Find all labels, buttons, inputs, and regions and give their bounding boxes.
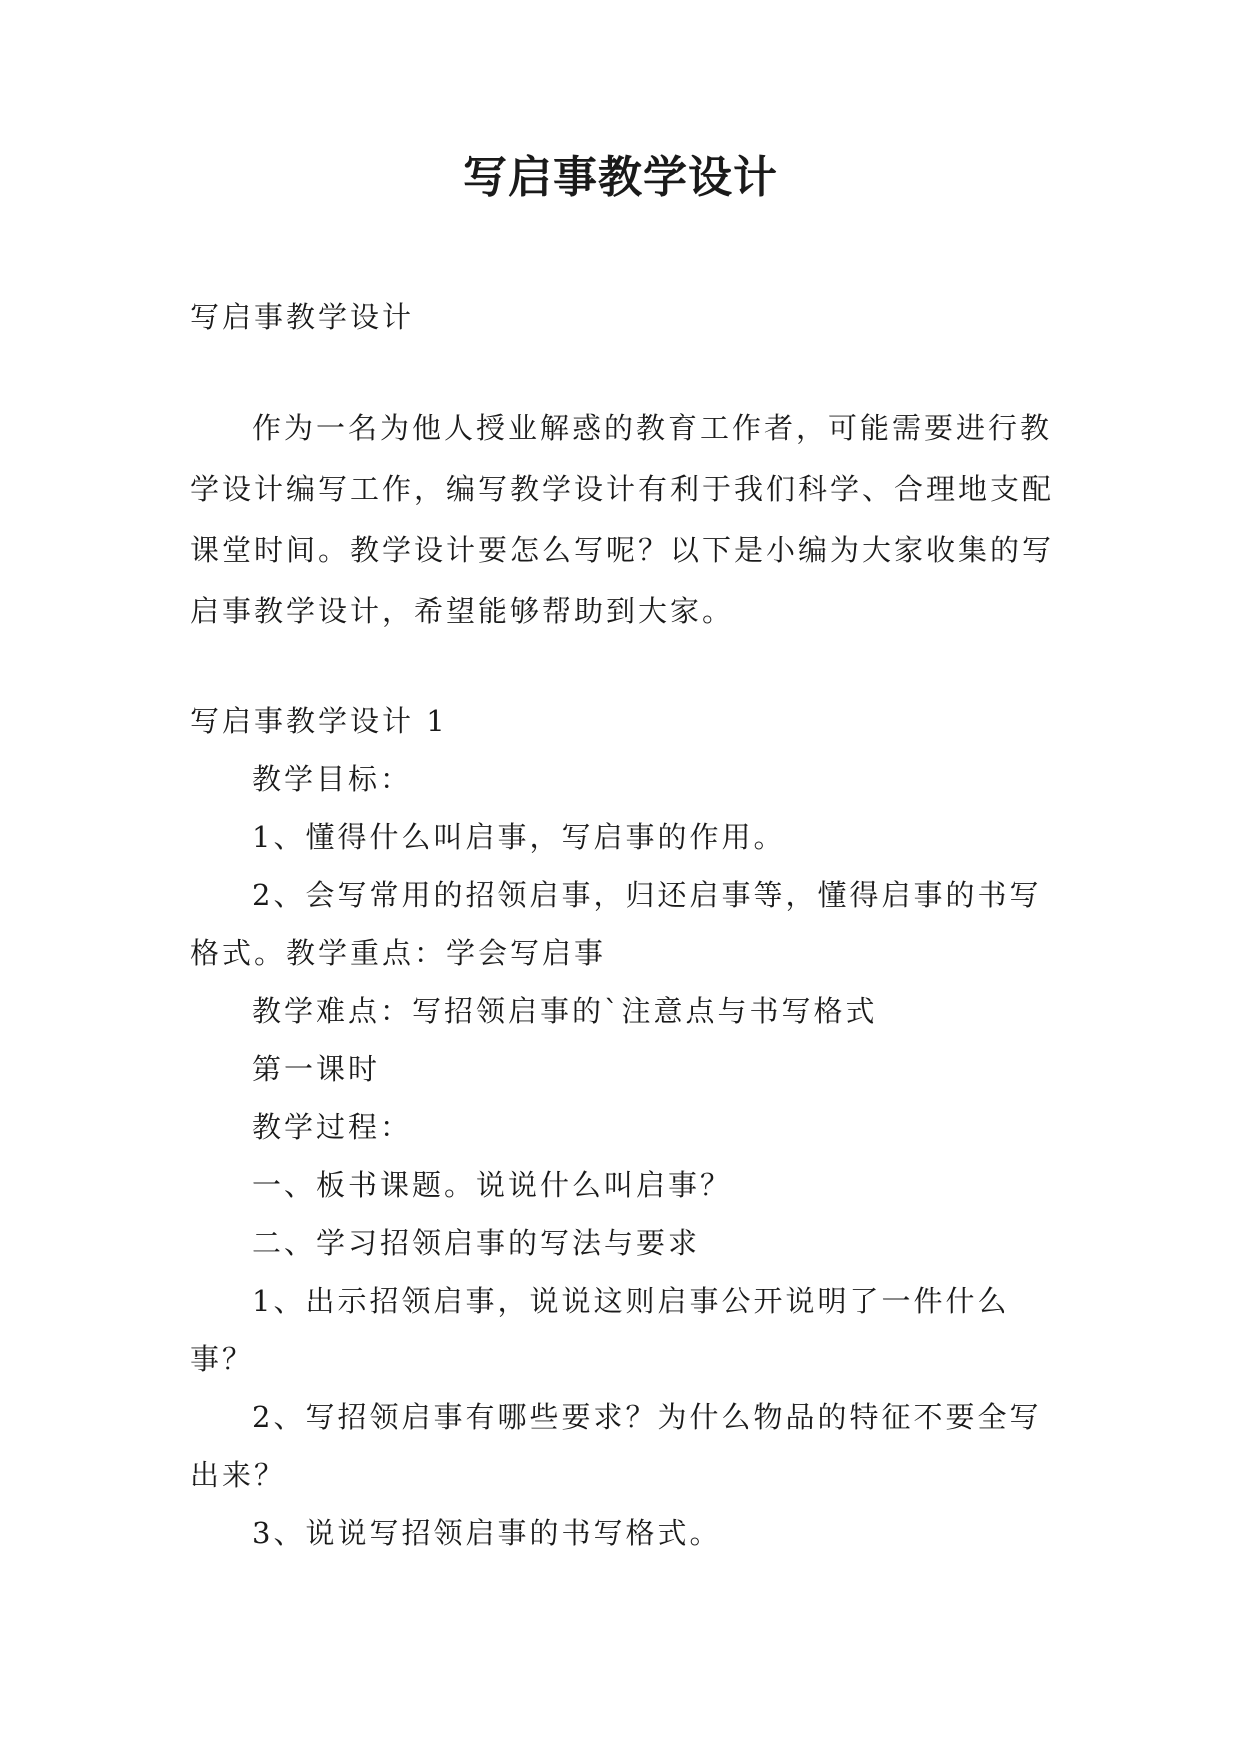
document-subtitle: 写启事教学设计 (190, 300, 415, 334)
paragraph-item-2: 2、写招领启事有哪些要求？为什么物品的特征不要全写出来？ (190, 1400, 1042, 1492)
document-title: 写启事教学设计 (463, 152, 778, 203)
paragraph-objectives: 教学目标： (252, 762, 413, 796)
paragraph-item-3: 3、说说写招领启事的书写格式。 (252, 1516, 722, 1550)
paragraph-objective-1: 1、懂得什么叫启事，写启事的作用。 (252, 820, 786, 854)
paragraph-step-1: 一、板书课题。说说什么叫启事？ (252, 1168, 733, 1202)
document-body (190, 288, 1058, 1562)
paragraph-first-lesson: 第一课时 (252, 1052, 381, 1086)
paragraph-process: 教学过程： (252, 1110, 413, 1144)
paragraph-step-2: 二、学习招领启事的写法与要求 (252, 1226, 701, 1260)
intro-paragraph: 作为一名为他人授业解惑的教育工作者，可能需要进行教学设计编写工作，编写教学设计有利于我们科学、合理地支配课堂时间。教学设计要怎么写呢？以下是小编为大家收集的写启事教学设计，希望能够帮助到大家。 (190, 411, 1055, 628)
paragraph-item-1: 1、出示招领启事，说说这则启事公开说明了一件什么事？ (190, 1284, 1010, 1376)
paragraph-difficulty: 教学难点：写招领启事的`注意点与书写格式 (252, 994, 878, 1028)
paragraph-objective-2: 2、会写常用的招领启事，归还启事等，懂得启事的书写格式。教学重点：学会写启事 (190, 878, 1042, 970)
section-heading: 写启事教学设计 1 (190, 704, 448, 738)
